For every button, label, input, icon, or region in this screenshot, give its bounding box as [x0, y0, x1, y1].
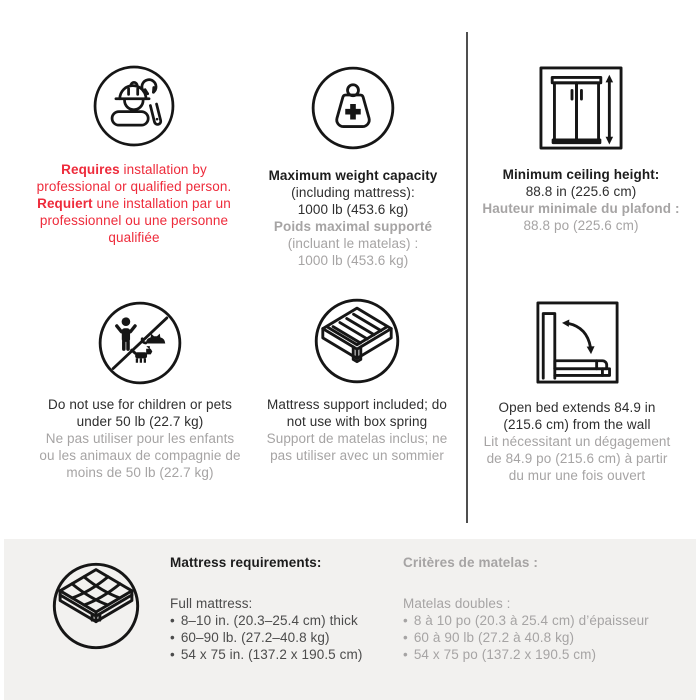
- card-text-line: pas utiliser avec un sommier: [270, 448, 444, 463]
- full-mattress-label-fr: Matelas doubles :: [403, 596, 511, 611]
- card-installation: [24, 63, 244, 246]
- card-text-line: 1000 lb (453.6 kg): [297, 202, 409, 217]
- card-text-line: (215.6 cm) from the wall: [503, 417, 651, 432]
- card-text-line: qualifiée: [108, 230, 160, 245]
- mattress-requirements-en: [170, 554, 362, 663]
- card-text-line: du mur une fois ouvert: [508, 468, 646, 483]
- list-item: • 60 à 90 lb (27.2 à 40.8 kg): [403, 629, 649, 646]
- mattress-spec-list-fr: [403, 612, 649, 663]
- quilted-mattress-icon: [50, 560, 142, 652]
- mattress-requirements-fr: [403, 554, 649, 663]
- text-rest: une installation par un: [92, 196, 231, 211]
- full-mattress-label: Full mattress:: [170, 596, 253, 611]
- cabinet-height-arrow-icon: [536, 63, 626, 153]
- card-heading-fr: Hauteur minimale du plafond :: [482, 201, 680, 216]
- card-text-line: 88.8 po (225.6 cm): [523, 218, 639, 233]
- card-text-line: professional or qualified person.: [36, 179, 232, 194]
- list-item: • 8 à 10 po (20.3 à 25.4 cm) d’épaisseur: [403, 612, 649, 629]
- card-text-line: [24, 195, 244, 212]
- card-text-line: 1000 lb (453.6 kg): [297, 253, 409, 268]
- card-text-line: Open bed extends 84.9 in: [498, 400, 656, 415]
- card-text-line: Mattress support included; do: [267, 397, 447, 412]
- card-text-line: de 84.9 po (215.6 cm) à partir: [486, 451, 668, 466]
- kettlebell-plus-icon: [309, 64, 397, 152]
- list-item: • 54 x 75 po (137.2 x 190.5 cm): [403, 646, 649, 663]
- list-item: • 8–10 in. (20.3–25.4 cm) thick: [170, 612, 362, 629]
- card-text-line: 88.8 in (225.6 cm): [525, 184, 637, 199]
- bold-word: Requires: [61, 162, 120, 177]
- card-text-line: Support de matelas inclus; ne: [266, 431, 448, 446]
- mattress-requirements-panel: [4, 539, 696, 700]
- card-text-line: moins de 50 lb (22.7 kg): [66, 465, 214, 480]
- list-item: • 60–90 lb. (27.2–40.8 kg): [170, 629, 362, 646]
- card-open-bed: [467, 298, 687, 484]
- slatted-base-icon: [312, 296, 402, 386]
- mattress-requirements-heading-fr: Critères de matelas :: [403, 555, 538, 570]
- card-text-line: professionnel ou une personne: [39, 213, 229, 228]
- card-text-line: under 50 lb (22.7 kg): [76, 414, 204, 429]
- card-heading: Minimum ceiling height:: [502, 167, 660, 182]
- card-text-line: [24, 161, 244, 178]
- worker-wrench-icon: [91, 63, 177, 149]
- bold-word: Requiert: [37, 196, 93, 211]
- card-text-line: Do not use for children or pets: [48, 397, 232, 412]
- card-text-line: (including mattress):: [291, 185, 415, 200]
- mattress-requirements-heading: Mattress requirements:: [170, 555, 322, 570]
- card-ceiling-height: [471, 63, 691, 234]
- card-text-line: not use with box spring: [286, 414, 428, 429]
- card-mattress-support: [247, 296, 467, 464]
- card-heading: Maximum weight capacity: [268, 168, 438, 183]
- text-rest: installation by: [119, 162, 207, 177]
- card-text-line: (incluant le matelas) :: [287, 236, 419, 251]
- list-item: • 54 x 75 in. (137.2 x 190.5 cm): [170, 646, 362, 663]
- card-text-line: ou les animaux de compagnie de: [39, 448, 241, 463]
- card-text-line: Lit nécessitant un dégagement: [483, 434, 671, 449]
- card-text-line: Ne pas utiliser pour les enfants: [45, 431, 235, 446]
- card-no-children-pets: [25, 299, 255, 481]
- card-max-weight: [242, 64, 464, 269]
- card-heading-fr: Poids maximal supporté: [273, 219, 433, 234]
- no-children-pets-icon: [96, 299, 184, 387]
- open-bed-extension-icon: [533, 298, 622, 387]
- mattress-spec-list-en: [170, 612, 362, 663]
